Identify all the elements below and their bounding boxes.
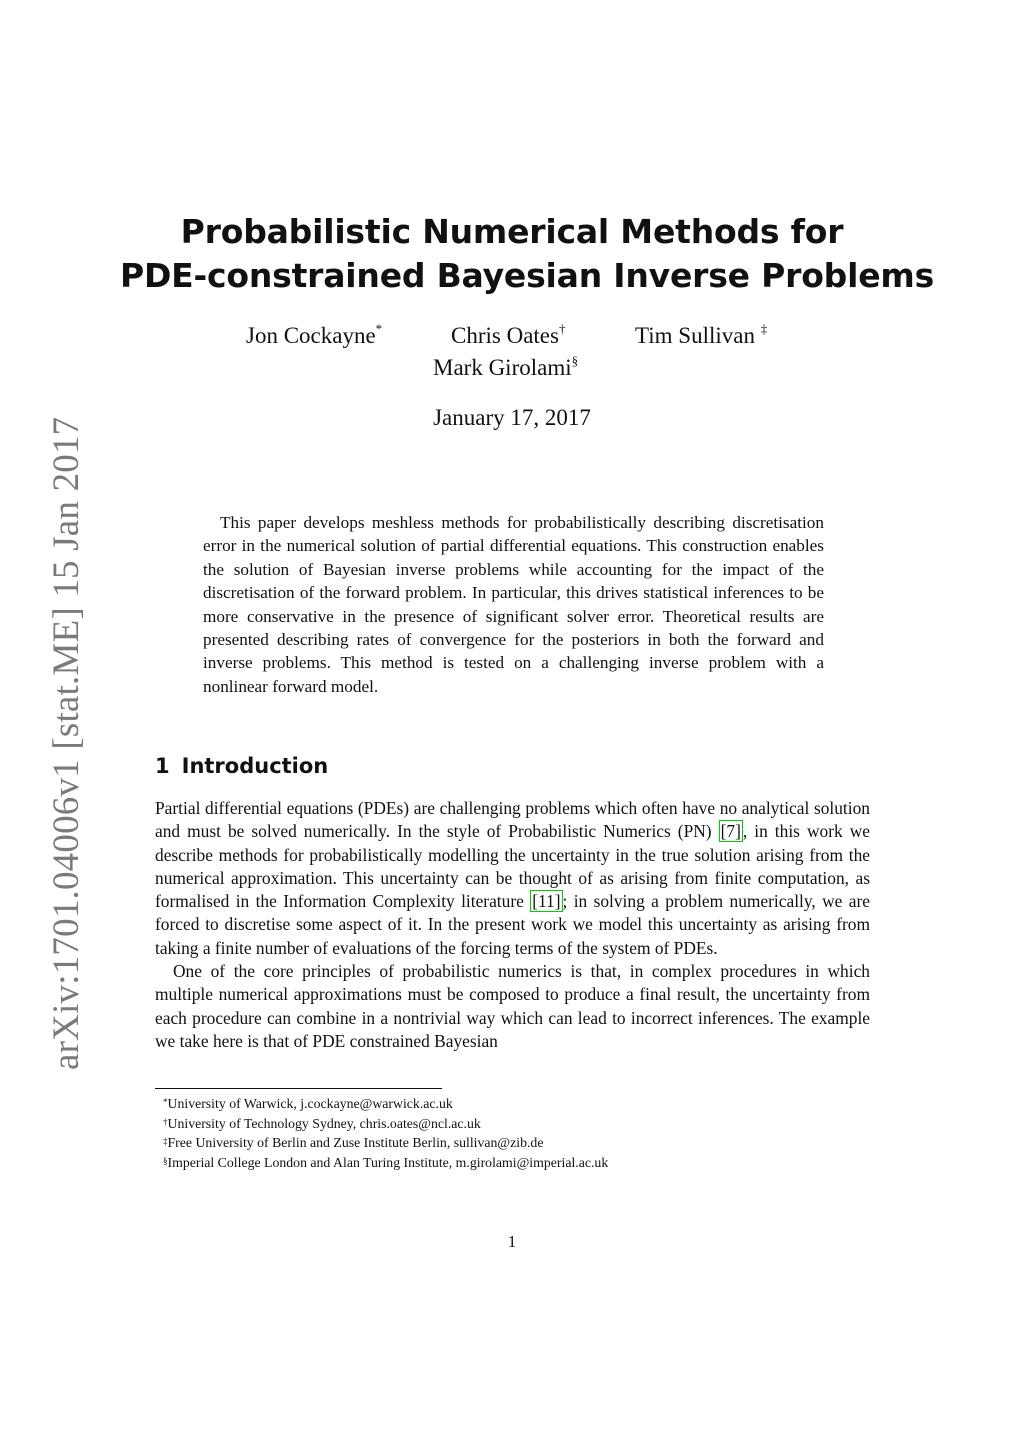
footnote-mark: ‡ [163,1136,168,1146]
footnote-mark: * [163,1097,168,1107]
paragraph-2: One of the core principles of probabilistic numerics is that, in complex procedures in which multiple numerical approximations must be composed to produce a final result, the uncertainty from each procedure can combine in a nontrivial way which can lead to incorrect inferences. The example we take here is that of PDE constrained Bayesian [155,961,870,1051]
paragraph-1-text-b: , in this work we describe methods for probabilistically modelling the uncertainty in the true solution arising from the numerical approximation. This uncertainty can be thought of as arising from finite computation, as formalised in the Information Complexity literature [155,821,870,912]
author-name: Tim Sullivan [635,323,761,348]
footnote-3 [163,1133,608,1153]
author-affiliation-mark: ‡ [760,321,768,336]
section-title: Introduction [181,754,329,778]
footnote-mark: † [163,1116,168,1127]
title-line-2: PDE-constrained Bayesian Inverse Problems [120,256,935,295]
footnote-1 [163,1094,608,1114]
abstract: This paper develops meshless methods for probabilistically describing discretisation error in the numerical solution of partial differential equations. This construction enables the solution of Bayesian inverse problems while accounting for the impact of the discretisation of the forward problem. In particular, this drives statistical inferences to be more conservative in the presence of significant solver error. Theoretical results are presented describing rates of convergence for the posteriors in both the forward and inverse problems. This method is tested on a challenging inverse problem with a nonlinear forward model. [203,513,824,696]
author-affiliation-mark: * [375,321,383,336]
publication-date: January 17, 2017 [433,405,591,430]
footnote-text: University of Warwick, j.cockayne@warwick.ac.uk [167,1096,453,1111]
author-affiliation-mark: † [558,321,566,336]
author-girolami [433,352,578,384]
section-heading-introduction [155,752,328,780]
page-number: 1 [507,1232,517,1251]
author-oates [451,320,565,352]
author-name: Jon Cockayne [246,323,376,348]
footnote-4 [163,1153,608,1173]
footnote-divider [155,1088,442,1089]
footnote-text: Imperial College London and Alan Turing Institute, m.girolami@imperial.ac.uk [167,1154,609,1170]
author-cockayne [246,320,382,352]
paragraph-1-text-c: ; in solving a problem numerically, we are forced to discretise some aspect of it. In the present work we model this uncertainty as arising from taking a finite number of evaluations of the forcing terms of the system of PDEs. [155,891,870,958]
section-number: 1 [155,754,170,778]
title-line-1: Probabilistic Numerical Methods for [180,212,844,251]
citation-link-11[interactable]: [11] [532,891,561,912]
introduction-body [155,797,870,1053]
footnotes [163,1094,608,1172]
citation-link-7[interactable]: [7] [720,821,741,842]
author-affiliation-mark: § [571,353,579,368]
paragraph-1-text-a: Partial differential equations (PDEs) are challenging problems which often have no analytical solution and must be solved numerically. In the style of Probabilistic Numerics (PN) [155,798,870,842]
footnote-text: Free University of Berlin and Zuse Institute Berlin, sullivan@zib.de [167,1135,544,1150]
arxiv-identifier-stamp: arXiv:1701.04006v1 [stat.ME] 15 Jan 2017 [46,416,87,1070]
paper-title [120,210,935,298]
author-name: Chris Oates [451,323,559,348]
footnote-mark: § [163,1155,168,1166]
author-sullivan [635,320,767,352]
paragraph-1 [155,797,870,960]
footnote-text: University of Technology Sydney, chris.oates@ncl.ac.uk [167,1115,481,1131]
footnote-2 [163,1114,608,1134]
author-name: Mark Girolami [433,355,572,380]
